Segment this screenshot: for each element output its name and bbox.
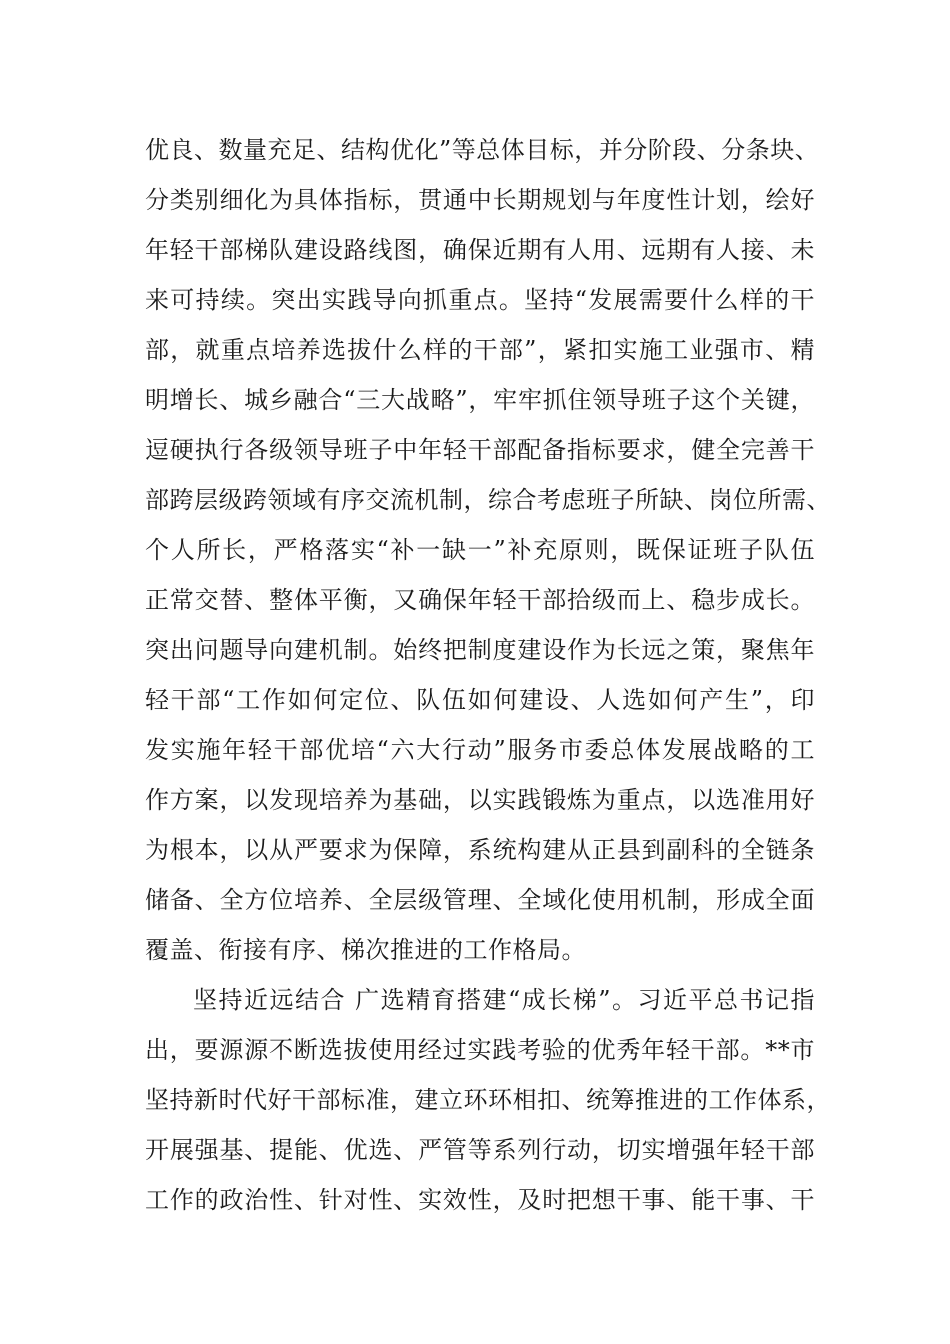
text-line: 工作的政治性、针对性、实效性，及时把想干事、能干事、干: [145, 1186, 815, 1214]
paragraph-last-line: 覆盖、衔接有序、梯次推进的工作格局。: [145, 936, 586, 964]
text-line: 明增长、城乡融合“三大战略”，牢牢抓住领导班子这个关键，: [145, 386, 815, 414]
text-line: 轻干部“工作如何定位、队伍如何建设、人选如何产生”，印: [145, 686, 815, 714]
text-line: 开展强基、提能、优选、严管等系列行动，切实增强年轻干部: [145, 1136, 815, 1164]
paragraph-first-line: 坚持近远结合 广选精育搭建“成长梯”。习近平总书记指: [193, 986, 815, 1014]
text-line: 坚持新时代好干部标准，建立环环相扣、统筹推进的工作体系，: [145, 1086, 831, 1114]
text-line: 作方案，以发现培养为基础，以实践锻炼为重点，以选准用好: [145, 786, 815, 814]
text-line: 优良、数量充足、结构优化”等总体目标，并分阶段、分条块、: [145, 136, 820, 164]
text-line: 正常交替、整体平衡，又确保年轻干部拾级而上、稳步成长。: [145, 586, 815, 614]
text-line: 分类别细化为具体指标，贯通中长期规划与年度性计划，绘好: [145, 186, 815, 214]
text-line: 年轻干部梯队建设路线图，确保近期有人用、远期有人接、未: [145, 236, 815, 264]
text-line: 部跨层级跨领域有序交流机制，综合考虑班子所缺、岗位所需、: [145, 486, 831, 514]
text-line: 储备、全方位培养、全层级管理、全域化使用机制，形成全面: [145, 886, 815, 914]
text-line: 发实施年轻干部优培“六大行动”服务市委总体发展战略的工: [145, 736, 815, 764]
text-line: 部，就重点培养选拔什么样的干部”，紧扣实施工业强市、精: [145, 336, 815, 364]
text-line: 逗硬执行各级领导班子中年轻干部配备指标要求，健全完善干: [145, 436, 815, 464]
text-line: 突出问题导向建机制。始终把制度建设作为长远之策，聚焦年: [145, 636, 815, 664]
text-line: 来可持续。突出实践导向抓重点。坚持“发展需要什么样的干: [145, 286, 815, 314]
text-line: 为根本，以从严要求为保障，系统构建从正县到副科的全链条: [145, 836, 815, 864]
text-line: 出，要源源不断选拔使用经过实践考验的优秀年轻干部。**市: [145, 1036, 815, 1064]
text-line: 个人所长，严格落实“补一缺一”补充原则，既保证班子队伍: [145, 536, 815, 564]
